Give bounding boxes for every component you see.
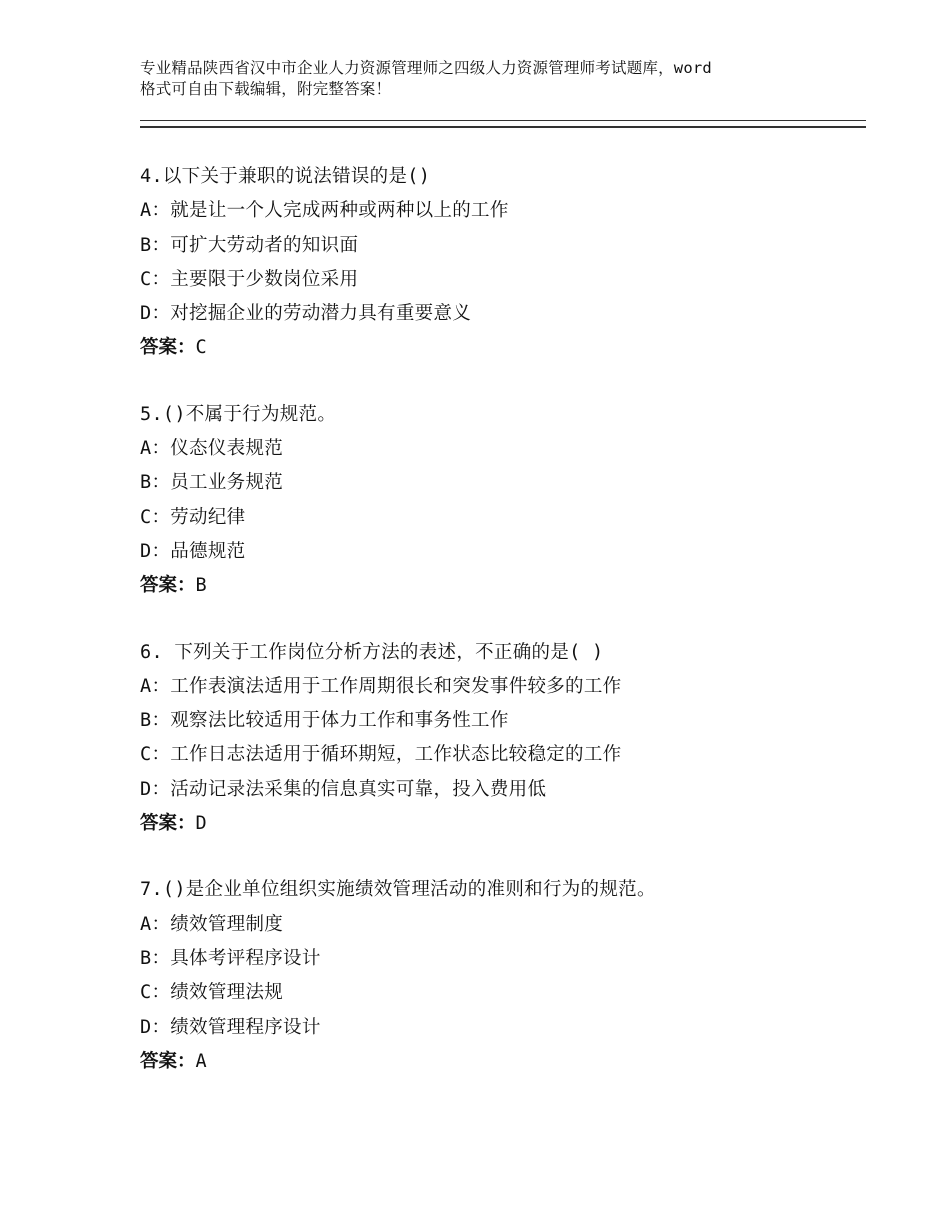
option-a: A：绩效管理制度 — [140, 913, 284, 935]
option-c: C：劳动纪律 — [140, 506, 246, 528]
question-stem: 6. 下列关于工作岗位分析方法的表述，不正确的是( ) — [140, 641, 604, 663]
option-b: B：可扩大劳动者的知识面 — [140, 234, 359, 256]
question-item — [140, 160, 866, 366]
answer-line — [140, 331, 866, 365]
answer-label: 答案： — [140, 575, 196, 597]
option-d: D：品德规范 — [140, 540, 246, 562]
option-d: D：活动记录法采集的信息真实可靠，投入费用低 — [140, 778, 547, 800]
question-item — [140, 398, 866, 604]
answer-line — [140, 1045, 866, 1079]
question-stem: 5.()不属于行为规范。 — [140, 403, 337, 425]
answer-line — [140, 807, 866, 841]
option-a: A：工作表演法适用于工作周期很长和突发事件较多的工作 — [140, 675, 622, 697]
answer-value: C — [195, 337, 207, 359]
option-b: B：具体考评程序设计 — [140, 947, 321, 969]
question-item — [140, 873, 866, 1079]
header-line-1: 专业精品陕西省汉中市企业人力资源管理师之四级人力资源管理师考试题库，word — [140, 59, 712, 77]
question-item — [140, 636, 866, 842]
header-line-2: 格式可自由下载编辑，附完整答案！ — [140, 80, 392, 98]
answer-value: D — [195, 813, 207, 835]
option-c: C：主要限于少数岗位采用 — [140, 268, 359, 290]
answer-value: B — [195, 575, 207, 597]
option-a: A：就是让一个人完成两种或两种以上的工作 — [140, 200, 509, 222]
answer-value: A — [195, 1050, 207, 1072]
option-b: B：员工业务规范 — [140, 472, 284, 494]
option-d: D：对挖掘企业的劳动潜力具有重要意义 — [140, 303, 472, 325]
option-b: B：观察法比较适用于体力工作和事务性工作 — [140, 710, 509, 732]
answer-label: 答案： — [140, 337, 196, 359]
option-a: A：仪态仪表规范 — [140, 438, 284, 460]
answer-line — [140, 569, 866, 603]
document-header — [140, 58, 830, 100]
option-d: D：绩效管理程序设计 — [140, 1016, 321, 1038]
answer-label: 答案： — [140, 1050, 196, 1072]
question-list — [140, 160, 866, 1111]
option-c: C：工作日志法适用于循环期短，工作状态比较稳定的工作 — [140, 744, 622, 766]
answer-label: 答案： — [140, 813, 196, 835]
header-divider — [140, 120, 866, 128]
question-stem: 7.()是企业单位组织实施绩效管理活动的准则和行为的规范。 — [140, 879, 656, 901]
question-stem: 4.以下关于兼职的说法错误的是() — [140, 166, 431, 187]
option-c: C：绩效管理法规 — [140, 982, 284, 1004]
